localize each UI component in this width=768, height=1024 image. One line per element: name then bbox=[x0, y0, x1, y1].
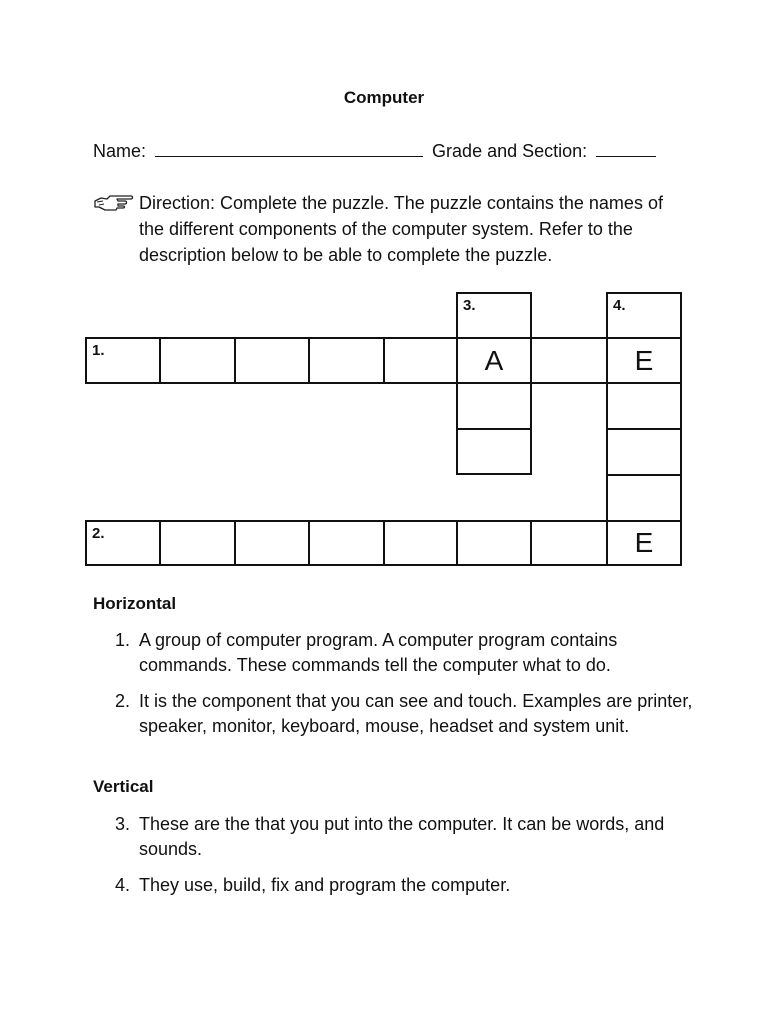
cell-3-down-4[interactable] bbox=[456, 428, 532, 475]
cell-1-across-1[interactable] bbox=[85, 337, 161, 384]
direction-block bbox=[93, 190, 683, 268]
direction-text: Direction: Complete the puzzle. The puzzle contains the names of the different components of the computer system. Refer to the description below to be able to complete the puzzle. bbox=[139, 193, 663, 265]
cell-2-across-1[interactable] bbox=[85, 520, 161, 566]
cell-1-across-5[interactable] bbox=[383, 337, 458, 384]
clue-item bbox=[115, 628, 695, 678]
clue-item bbox=[115, 873, 695, 898]
vertical-clue-list bbox=[115, 812, 695, 909]
cell-4-down-1[interactable] bbox=[606, 292, 682, 339]
clue-item-text: They use, build, fix and program the computer. bbox=[139, 875, 511, 895]
clue-number-1: 1. bbox=[92, 342, 105, 359]
grade-section-label: Grade and Section: bbox=[432, 141, 588, 161]
cell-2-across-8[interactable] bbox=[606, 520, 682, 566]
given-letter: E bbox=[634, 527, 654, 558]
cell-1-across-7[interactable] bbox=[530, 337, 608, 384]
clue-item-number: 2. bbox=[115, 691, 131, 711]
cell-2-across-4[interactable] bbox=[308, 520, 385, 566]
given-letter: E bbox=[634, 344, 654, 376]
cell-2-across-7[interactable] bbox=[530, 520, 608, 566]
pointing-hand-icon bbox=[93, 192, 135, 212]
cell-4-down-3[interactable] bbox=[606, 382, 682, 430]
cell-2-across-6[interactable] bbox=[456, 520, 532, 566]
clue-number-2: 2. bbox=[92, 525, 105, 542]
cell-1-across-8[interactable] bbox=[606, 337, 682, 384]
cell-1-across-4[interactable] bbox=[308, 337, 385, 384]
cell-1-across-6[interactable] bbox=[456, 337, 532, 384]
clue-item-text: These are the that you put into the computer. It can be words, and sounds. bbox=[139, 814, 665, 859]
cell-3-down-3[interactable] bbox=[456, 382, 532, 430]
clue-number-3: 3. bbox=[463, 297, 476, 314]
name-blank[interactable] bbox=[155, 140, 423, 157]
clue-item-number: 3. bbox=[115, 814, 131, 834]
cell-4-down-5[interactable] bbox=[606, 474, 682, 522]
clue-number-4: 4. bbox=[613, 297, 626, 314]
clue-item bbox=[115, 689, 695, 739]
cell-2-across-5[interactable] bbox=[383, 520, 458, 566]
cell-1-across-3[interactable] bbox=[234, 337, 310, 384]
horizontal-clue-list bbox=[115, 628, 695, 750]
given-letter: A bbox=[484, 344, 504, 376]
cell-2-across-2[interactable] bbox=[159, 520, 236, 566]
grade-section-blank[interactable] bbox=[596, 140, 656, 157]
clue-item bbox=[115, 812, 695, 862]
cell-4-down-4[interactable] bbox=[606, 428, 682, 476]
name-grade-line bbox=[93, 140, 656, 162]
clue-item-number: 1. bbox=[115, 630, 131, 650]
horizontal-heading: Horizontal bbox=[93, 594, 177, 613]
clue-item-text: It is the component that you can see and touch. Examples are printer, speaker, monitor, keyboard, mouse, headset and system unit. bbox=[139, 691, 693, 736]
vertical-heading: Vertical bbox=[93, 777, 154, 796]
worksheet-title: Computer bbox=[343, 88, 425, 107]
clue-item-text: A group of computer program. A computer program contains commands. These commands tell the computer what to do. bbox=[139, 630, 618, 675]
name-label: Name: bbox=[93, 141, 147, 161]
cell-1-across-2[interactable] bbox=[159, 337, 236, 384]
cell-3-down-1[interactable] bbox=[456, 292, 532, 339]
clue-item-number: 4. bbox=[115, 875, 131, 895]
cell-2-across-3[interactable] bbox=[234, 520, 310, 566]
